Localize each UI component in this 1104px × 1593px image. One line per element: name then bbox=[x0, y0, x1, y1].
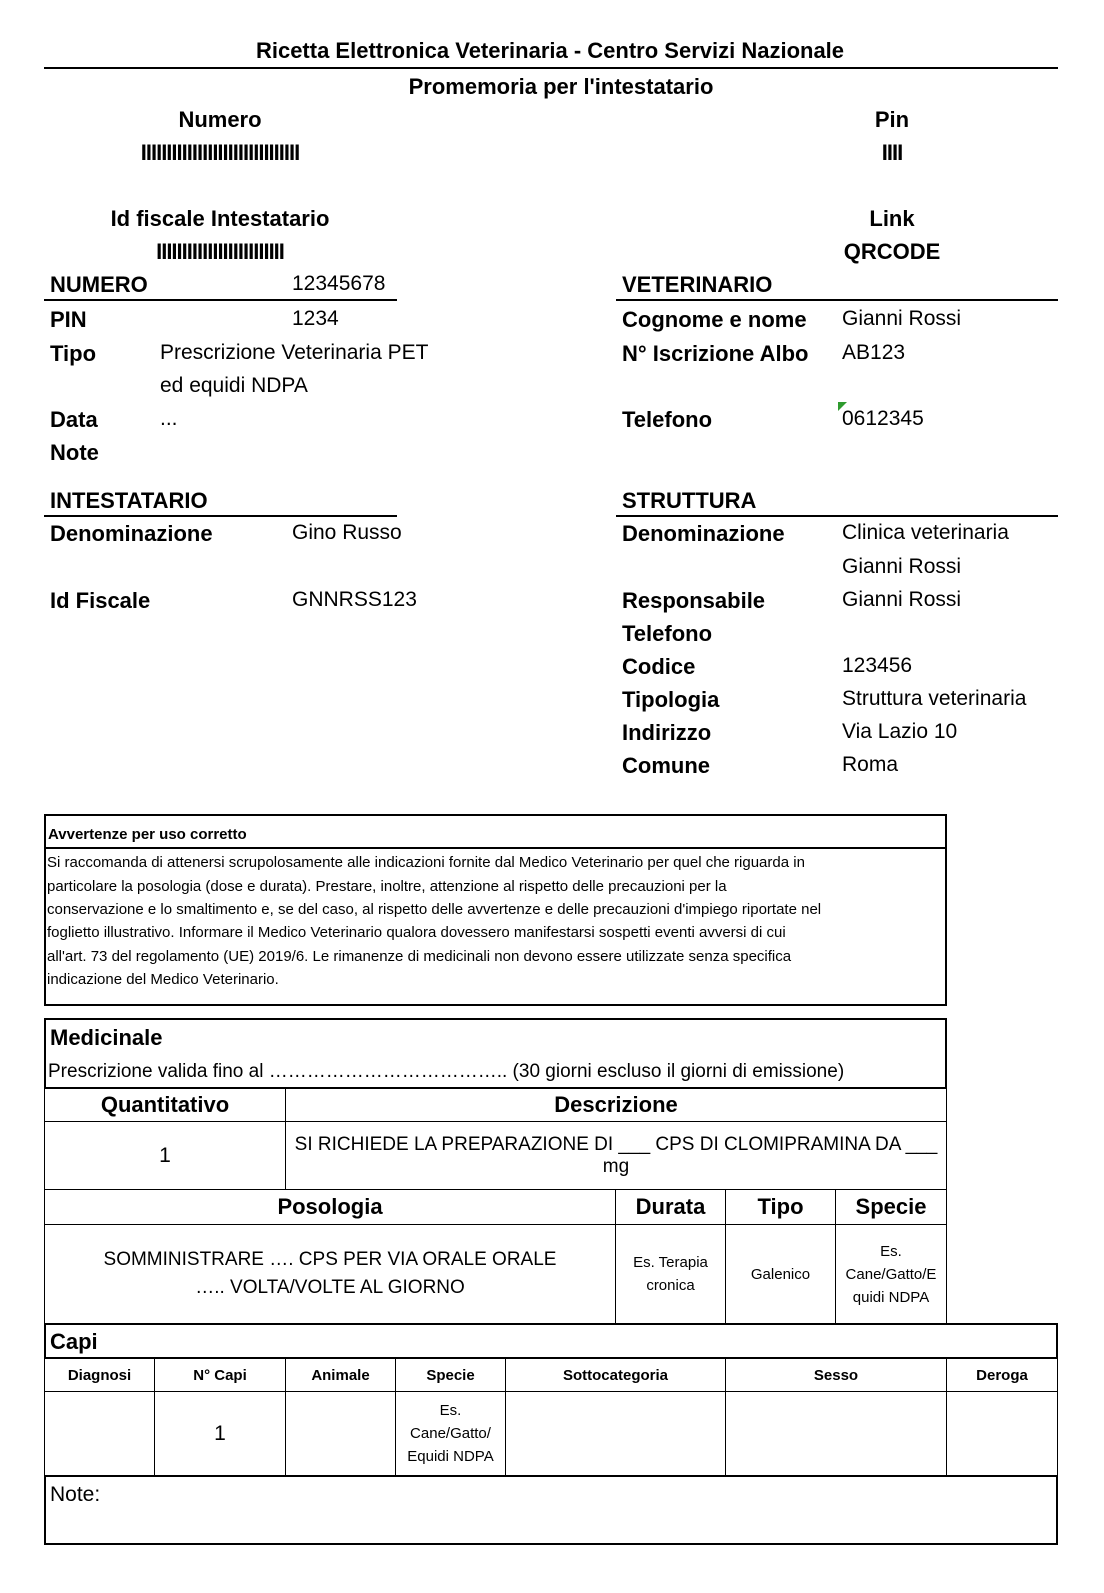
avvertenze-line: particolare la posologia (dose e durata). Prestare, inoltre, attenzione al rispetto delle precauzioni per la bbox=[47, 878, 727, 895]
capi-specie-line2: Cane/Gatto/ bbox=[410, 1425, 491, 1442]
intestatario-divider bbox=[44, 515, 397, 517]
avvertenze-line: indicazione del Medico Veterinario. bbox=[47, 971, 279, 988]
capi-specie-line3: Equidi NDPA bbox=[407, 1448, 494, 1465]
specie-value bbox=[835, 1224, 947, 1324]
numero-barcode: IIIIIIIIIIIIIIIIIIIIIIIIIIIIIII bbox=[140, 140, 300, 165]
title-divider bbox=[44, 67, 1058, 69]
capi-deroga-value bbox=[946, 1391, 1058, 1476]
avvertenze-divider bbox=[44, 847, 947, 849]
capi-diagnosi-value bbox=[44, 1391, 155, 1476]
specie-line3: quidi NDPA bbox=[852, 1288, 930, 1306]
cognome-label: Cognome e nome bbox=[622, 307, 807, 332]
capi-box bbox=[44, 1323, 1058, 1359]
capi-header-sesso: Sesso bbox=[725, 1358, 947, 1392]
responsabile-value: Gianni Rossi bbox=[842, 588, 962, 611]
albo-label: N° Iscrizione Albo bbox=[622, 341, 809, 366]
indirizzo-value: Via Lazio 10 bbox=[842, 720, 958, 743]
numero-barcode-label: Numero bbox=[178, 107, 262, 132]
specie-line2: Cane/Gatto/E bbox=[845, 1265, 937, 1283]
descrizione-value: SI RICHIEDE LA PREPARAZIONE DI ___ CPS DI CLOMIPRAMINA DA ___ mg bbox=[285, 1121, 947, 1190]
durata-line2: cronica bbox=[646, 1277, 695, 1294]
codice-label: Codice bbox=[622, 654, 696, 679]
capi-ncapi-value: 1 bbox=[154, 1391, 286, 1476]
data-label: Data bbox=[50, 407, 98, 432]
data-value: ... bbox=[160, 407, 178, 430]
specie-header: Specie bbox=[835, 1189, 947, 1225]
posologia-header: Posologia bbox=[44, 1189, 616, 1225]
avvertenze-line: conservazione e lo smaltimento e, se del caso, al rispetto delle avvertenze e delle precauzioni d'impiego riportate nel bbox=[47, 901, 822, 918]
struttura-heading: STRUTTURA bbox=[622, 488, 757, 513]
tipologia-value: Struttura veterinaria bbox=[842, 687, 1027, 710]
durata-line1: Es. Terapia bbox=[633, 1254, 708, 1271]
comune-value: Roma bbox=[842, 753, 899, 776]
note-label: Note bbox=[50, 440, 99, 465]
durata-value bbox=[615, 1224, 726, 1324]
document-title: Ricetta Elettronica Veterinaria - Centro Servizi Nazionale bbox=[255, 38, 845, 63]
tipo-value: Galenico bbox=[725, 1224, 836, 1324]
capi-specie-line1: Es. bbox=[439, 1402, 462, 1419]
capi-heading: Capi bbox=[50, 1329, 98, 1354]
quantitativo-header: Quantitativo bbox=[44, 1087, 286, 1122]
document-subtitle: Promemoria per l'intestatario bbox=[408, 74, 714, 99]
posologia-value bbox=[44, 1224, 616, 1324]
comune-label: Comune bbox=[622, 753, 710, 778]
capi-header-animale: Animale bbox=[285, 1358, 396, 1392]
pin-label: PIN bbox=[50, 307, 87, 332]
descrizione-header: Descrizione bbox=[285, 1087, 947, 1122]
indirizzo-label: Indirizzo bbox=[622, 720, 712, 745]
capi-animale-value bbox=[285, 1391, 396, 1476]
pin-value: 1234 bbox=[292, 307, 339, 330]
intestatario-idfiscale-value: GNNRSS123 bbox=[292, 588, 417, 611]
capi-specie-value bbox=[395, 1391, 506, 1476]
tipo-value-line1: Prescrizione Veterinaria PET bbox=[160, 341, 429, 364]
intestatario-idfiscale-label: Id Fiscale bbox=[50, 588, 151, 613]
validita-text: Prescrizione valida fino al ……………………………….. (30 giorni escluso il giorni di emissione) bbox=[48, 1061, 845, 1082]
capi-header-specie: Specie bbox=[395, 1358, 506, 1392]
telefono-value: 0612345 bbox=[842, 407, 924, 430]
specie-line1: Es. bbox=[880, 1242, 902, 1260]
intestatario-denominazione-value: Gino Russo bbox=[292, 521, 402, 544]
pin-barcode-label: Pin bbox=[874, 107, 910, 132]
struttura-denominazione-line2: Gianni Rossi bbox=[842, 555, 962, 578]
avvertenze-line: foglietto illustrativo. Informare il Medico Veterinario qualora dovessero manifestarsi sospetti eventi avversi di cui bbox=[47, 924, 786, 941]
tipo-header: Tipo bbox=[725, 1189, 836, 1225]
responsabile-label: Responsabile bbox=[622, 588, 766, 613]
struttura-denominazione-label: Denominazione bbox=[622, 521, 785, 546]
numero-value: 12345678 bbox=[292, 272, 386, 295]
intestatario-heading: INTESTATARIO bbox=[50, 488, 208, 513]
numero-label: NUMERO bbox=[50, 272, 148, 297]
albo-value: AB123 bbox=[842, 341, 906, 364]
capi-note-label: Note: bbox=[50, 1483, 101, 1506]
veterinario-divider bbox=[616, 299, 1058, 301]
numero-divider bbox=[44, 299, 397, 301]
cognome-value: Gianni Rossi bbox=[842, 307, 962, 330]
tipo-label: Tipo bbox=[50, 341, 97, 366]
veterinario-heading: VETERINARIO bbox=[622, 272, 773, 297]
capi-header-diagnosi: Diagnosi bbox=[44, 1358, 155, 1392]
pin-barcode: IIII bbox=[881, 140, 903, 165]
struttura-telefono-label: Telefono bbox=[622, 621, 713, 646]
avvertenze-line: Si raccomanda di attenersi scrupolosamente alle indicazioni fornite dal Medico Veterinario per quel che riguarda in bbox=[47, 854, 805, 871]
struttura-divider bbox=[616, 515, 1058, 517]
posologia-line2: ….. VOLTA/VOLTE AL GIORNO bbox=[195, 1277, 465, 1298]
posologia-line1: SOMMINISTRARE …. CPS PER VIA ORALE ORALE bbox=[103, 1249, 557, 1270]
tipo-value-line2: ed equidi NDPA bbox=[160, 374, 308, 397]
tipologia-label: Tipologia bbox=[622, 687, 720, 712]
idfiscale-barcode: IIIIIIIIIIIIIIIIIIIIIIIII bbox=[156, 239, 284, 264]
link-label: Link bbox=[869, 206, 915, 231]
capi-note-box bbox=[44, 1475, 1058, 1545]
capi-header-deroga: Deroga bbox=[946, 1358, 1058, 1392]
medicinale-heading: Medicinale bbox=[50, 1025, 163, 1050]
capi-header-sottocategoria: Sottocategoria bbox=[505, 1358, 726, 1392]
durata-header: Durata bbox=[615, 1189, 726, 1225]
capi-header-ncapi: N° Capi bbox=[154, 1358, 286, 1392]
quantitativo-value: 1 bbox=[44, 1121, 286, 1190]
capi-sesso-value bbox=[725, 1391, 947, 1476]
telefono-label: Telefono bbox=[622, 407, 713, 432]
avvertenze-line: all'art. 73 del regolamento (UE) 2019/6. Le rimanenze di medicinali non devono essere utilizzate senza specifica bbox=[47, 948, 792, 965]
avvertenze-title: Avvertenze per uso corretto bbox=[48, 826, 247, 843]
qrcode-placeholder: QRCODE bbox=[843, 239, 941, 264]
struttura-denominazione-line1: Clinica veterinaria bbox=[842, 521, 1009, 544]
intestatario-denominazione-label: Denominazione bbox=[50, 521, 213, 546]
codice-value: 123456 bbox=[842, 654, 913, 677]
capi-sottocategoria-value bbox=[505, 1391, 726, 1476]
idfiscale-barcode-label: Id fiscale Intestatario bbox=[110, 206, 330, 231]
